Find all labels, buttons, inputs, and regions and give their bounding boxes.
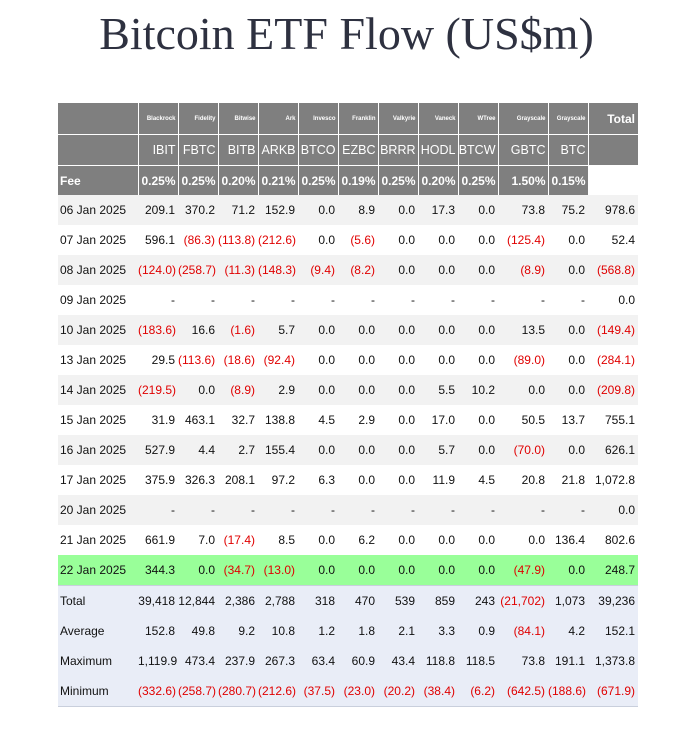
flow-value-cell: (124.0) — [138, 255, 178, 285]
flow-value-cell: (34.7) — [218, 555, 258, 586]
flow-value-cell: 0.0 — [548, 255, 588, 285]
flow-value-cell: (47.9) — [498, 555, 548, 586]
flow-value-cell: - — [138, 285, 178, 315]
ticker-cell: BTCW — [458, 135, 498, 166]
flow-value-cell: - — [418, 285, 458, 315]
flow-value-cell: 31.9 — [138, 405, 178, 435]
fee-cell: 0.25% — [458, 166, 498, 196]
flow-value-cell: 0.0 — [418, 555, 458, 586]
header-blank-cell — [58, 135, 138, 166]
issuer-name-cell: Bitwise — [218, 103, 258, 135]
summary-value-cell: (280.7) — [218, 676, 258, 707]
flow-value-cell: 0.0 — [298, 195, 338, 225]
flow-value-cell: 13.7 — [548, 405, 588, 435]
flow-value-cell: 0.0 — [458, 555, 498, 586]
summary-label-cell: Total — [58, 586, 138, 617]
summary-total-cell: 152.1 — [588, 616, 638, 646]
row-total-cell: (149.4) — [588, 315, 638, 345]
flow-value-cell: 0.0 — [298, 345, 338, 375]
flow-value-cell: 0.0 — [418, 225, 458, 255]
flow-value-cell: 6.2 — [338, 525, 378, 555]
table-row — [58, 405, 638, 435]
fee-cell: 0.25% — [378, 166, 418, 196]
summary-value-cell: (38.4) — [418, 676, 458, 707]
row-total-cell: 0.0 — [588, 285, 638, 315]
summary-value-cell: 539 — [378, 586, 418, 617]
flow-value-cell: 21.8 — [548, 465, 588, 495]
flow-value-cell: (70.0) — [498, 435, 548, 465]
flow-value-cell: 4.5 — [458, 465, 498, 495]
issuer-name-cell: Grayscale — [548, 103, 588, 135]
flow-value-cell: 0.0 — [378, 555, 418, 586]
table-row — [58, 465, 638, 495]
flow-value-cell: 596.1 — [138, 225, 178, 255]
summary-value-cell: (20.2) — [378, 676, 418, 707]
summary-value-cell: 2,788 — [258, 586, 298, 617]
ticker-cell: BTC — [548, 135, 588, 166]
summary-value-cell: (258.7) — [178, 676, 218, 707]
flow-value-cell: 0.0 — [418, 345, 458, 375]
flow-value-cell: 209.1 — [138, 195, 178, 225]
issuer-name-cell: WTree — [458, 103, 498, 135]
flow-value-cell: - — [178, 285, 218, 315]
date-cell: 09 Jan 2025 — [58, 285, 138, 315]
flow-value-cell: 370.2 — [178, 195, 218, 225]
flow-value-cell: 11.9 — [418, 465, 458, 495]
summary-value-cell: (6.2) — [458, 676, 498, 707]
flow-value-cell: 0.0 — [338, 375, 378, 405]
flow-value-cell: 16.6 — [178, 315, 218, 345]
fee-cell: 0.25% — [138, 166, 178, 196]
fee-cell: 0.25% — [298, 166, 338, 196]
flow-value-cell: 0.0 — [378, 345, 418, 375]
summary-value-cell: 191.1 — [548, 646, 588, 676]
summary-label-cell: Minimum — [58, 676, 138, 707]
issuer-name-cell: Valkyrie — [378, 103, 418, 135]
flow-value-cell: 50.5 — [498, 405, 548, 435]
flow-value-cell: 0.0 — [418, 315, 458, 345]
flow-value-cell: 0.0 — [298, 435, 338, 465]
fee-cell: 0.25% — [178, 166, 218, 196]
flow-value-cell: - — [298, 285, 338, 315]
flow-value-cell: 661.9 — [138, 525, 178, 555]
row-total-cell: (284.1) — [588, 345, 638, 375]
flow-value-cell: 0.0 — [298, 525, 338, 555]
header-blank-cell — [588, 166, 638, 196]
summary-value-cell: 0.9 — [458, 616, 498, 646]
flow-value-cell: - — [298, 495, 338, 525]
ticker-cell: EZBC — [338, 135, 378, 166]
flow-value-cell: - — [498, 285, 548, 315]
flow-value-cell: 0.0 — [378, 375, 418, 405]
flow-value-cell: 32.7 — [218, 405, 258, 435]
flow-value-cell: 4.5 — [298, 405, 338, 435]
fee-cell: 0.15% — [548, 166, 588, 196]
summary-value-cell: (188.6) — [548, 676, 588, 707]
summary-value-cell: 39,418 — [138, 586, 178, 617]
flow-value-cell: - — [458, 285, 498, 315]
flow-value-cell: 75.2 — [548, 195, 588, 225]
summary-value-cell: (37.5) — [298, 676, 338, 707]
table-row — [58, 225, 638, 255]
flow-value-cell: 0.0 — [298, 315, 338, 345]
flow-value-cell: 138.8 — [258, 405, 298, 435]
flow-value-cell: 0.0 — [378, 405, 418, 435]
ticker-cell: BRRR — [378, 135, 418, 166]
date-cell: 15 Jan 2025 — [58, 405, 138, 435]
flow-value-cell: 0.0 — [548, 375, 588, 405]
summary-value-cell: 1.8 — [338, 616, 378, 646]
flow-value-cell: 136.4 — [548, 525, 588, 555]
flow-value-cell: 0.0 — [458, 195, 498, 225]
issuer-header-row — [58, 103, 638, 135]
table-row — [58, 375, 638, 405]
flow-value-cell: 463.1 — [178, 405, 218, 435]
summary-value-cell: 118.5 — [458, 646, 498, 676]
ticker-cell: BITB — [218, 135, 258, 166]
flow-value-cell: 0.0 — [178, 375, 218, 405]
flow-value-cell: 0.0 — [378, 255, 418, 285]
fee-cell: 1.50% — [498, 166, 548, 196]
summary-value-cell: (212.6) — [258, 676, 298, 707]
date-cell: 21 Jan 2025 — [58, 525, 138, 555]
flow-value-cell: 5.7 — [258, 315, 298, 345]
flow-value-cell: 0.0 — [458, 435, 498, 465]
flow-value-cell: 2.9 — [258, 375, 298, 405]
summary-row — [58, 586, 638, 617]
flow-value-cell: 208.1 — [218, 465, 258, 495]
table-row — [58, 435, 638, 465]
flow-value-cell: 0.0 — [298, 555, 338, 586]
row-total-cell: 755.1 — [588, 405, 638, 435]
flow-value-cell: (183.6) — [138, 315, 178, 345]
flow-value-cell: - — [498, 495, 548, 525]
ticker-cell: BTCO — [298, 135, 338, 166]
flow-value-cell: 0.0 — [548, 345, 588, 375]
flow-value-cell: 0.0 — [548, 225, 588, 255]
header-blank-cell — [588, 135, 638, 166]
flow-value-cell: - — [418, 495, 458, 525]
date-cell: 17 Jan 2025 — [58, 465, 138, 495]
flow-value-cell: - — [258, 285, 298, 315]
summary-value-cell: 470 — [338, 586, 378, 617]
fee-header-row — [58, 166, 638, 196]
flow-value-cell: 7.0 — [178, 525, 218, 555]
flow-value-cell: (89.0) — [498, 345, 548, 375]
row-total-cell: (209.8) — [588, 375, 638, 405]
fee-cell: 0.20% — [418, 166, 458, 196]
flow-value-cell: 5.7 — [418, 435, 458, 465]
flow-value-cell: 0.0 — [298, 375, 338, 405]
flow-value-cell: 6.3 — [298, 465, 338, 495]
summary-total-cell: (671.9) — [588, 676, 638, 707]
summary-value-cell: 2.1 — [378, 616, 418, 646]
flow-value-cell: 71.2 — [218, 195, 258, 225]
fee-label-cell: Fee — [58, 166, 138, 196]
flow-value-cell: 0.0 — [298, 225, 338, 255]
flow-value-cell: 0.0 — [338, 435, 378, 465]
etf-flow-table — [58, 103, 638, 707]
flow-value-cell: - — [178, 495, 218, 525]
date-cell: 20 Jan 2025 — [58, 495, 138, 525]
summary-value-cell: (84.1) — [498, 616, 548, 646]
row-total-cell: 1,072.8 — [588, 465, 638, 495]
flow-value-cell: 0.0 — [498, 525, 548, 555]
flow-value-cell: (8.2) — [338, 255, 378, 285]
flow-value-cell: - — [258, 495, 298, 525]
flow-value-cell: 73.8 — [498, 195, 548, 225]
flow-value-cell: 97.2 — [258, 465, 298, 495]
ticker-header-row — [58, 135, 638, 166]
summary-row — [58, 676, 638, 707]
summary-value-cell: 859 — [418, 586, 458, 617]
flow-value-cell: 29.5 — [138, 345, 178, 375]
summary-total-cell: 39,236 — [588, 586, 638, 617]
table-row — [58, 285, 638, 315]
flow-value-cell: 4.4 — [178, 435, 218, 465]
flow-value-cell: 0.0 — [458, 345, 498, 375]
flow-value-cell: (11.3) — [218, 255, 258, 285]
flow-value-cell: (9.4) — [298, 255, 338, 285]
flow-value-cell: 152.9 — [258, 195, 298, 225]
flow-value-cell: (148.3) — [258, 255, 298, 285]
summary-value-cell: 60.9 — [338, 646, 378, 676]
flow-value-cell: (113.6) — [178, 345, 218, 375]
flow-value-cell: 8.5 — [258, 525, 298, 555]
flow-value-cell: 0.0 — [418, 255, 458, 285]
summary-value-cell: 12,844 — [178, 586, 218, 617]
flow-value-cell: 527.9 — [138, 435, 178, 465]
flow-value-cell: 0.0 — [458, 315, 498, 345]
issuer-name-cell: Fidelity — [178, 103, 218, 135]
date-cell: 22 Jan 2025 — [58, 555, 138, 586]
issuer-name-cell: Ark — [258, 103, 298, 135]
summary-label-cell: Average — [58, 616, 138, 646]
summary-value-cell: 43.4 — [378, 646, 418, 676]
date-cell: 13 Jan 2025 — [58, 345, 138, 375]
summary-value-cell: 10.8 — [258, 616, 298, 646]
summary-value-cell: 1,073 — [548, 586, 588, 617]
flow-value-cell: 0.0 — [548, 435, 588, 465]
row-total-cell: 978.6 — [588, 195, 638, 225]
summary-value-cell: 118.8 — [418, 646, 458, 676]
summary-value-cell: 267.3 — [258, 646, 298, 676]
ticker-cell: IBIT — [138, 135, 178, 166]
summary-value-cell: 3.3 — [418, 616, 458, 646]
flow-value-cell: 13.5 — [498, 315, 548, 345]
flow-value-cell: 0.0 — [458, 255, 498, 285]
flow-value-cell: (86.3) — [178, 225, 218, 255]
summary-label-cell: Maximum — [58, 646, 138, 676]
flow-value-cell: 0.0 — [338, 555, 378, 586]
flow-value-cell: 0.0 — [548, 315, 588, 345]
row-total-cell: 802.6 — [588, 525, 638, 555]
flow-value-cell: - — [378, 285, 418, 315]
summary-value-cell: 318 — [298, 586, 338, 617]
summary-value-cell: 9.2 — [218, 616, 258, 646]
flow-value-cell: 2.9 — [338, 405, 378, 435]
flow-value-cell: 0.0 — [548, 555, 588, 586]
flow-value-cell: - — [218, 285, 258, 315]
page-title: Bitcoin ETF Flow (US$m) — [99, 8, 594, 59]
ticker-cell: ARKB — [258, 135, 298, 166]
row-total-cell: (568.8) — [588, 255, 638, 285]
flow-value-cell: (17.4) — [218, 525, 258, 555]
flow-value-cell: 0.0 — [458, 525, 498, 555]
issuer-name-cell: Blackrock — [138, 103, 178, 135]
flow-value-cell: 2.7 — [218, 435, 258, 465]
flow-value-cell: 0.0 — [338, 345, 378, 375]
flow-value-cell: 17.3 — [418, 195, 458, 225]
row-total-cell: 248.7 — [588, 555, 638, 586]
flow-value-cell: - — [338, 495, 378, 525]
flow-value-cell: 375.9 — [138, 465, 178, 495]
ticker-cell: HODL — [418, 135, 458, 166]
table-row — [58, 525, 638, 555]
flow-value-cell: (113.8) — [218, 225, 258, 255]
flow-value-cell: 17.0 — [418, 405, 458, 435]
table-row — [58, 195, 638, 225]
summary-value-cell: (642.5) — [498, 676, 548, 707]
table-row — [58, 555, 638, 586]
summary-value-cell: 152.8 — [138, 616, 178, 646]
date-cell: 16 Jan 2025 — [58, 435, 138, 465]
flow-value-cell: (219.5) — [138, 375, 178, 405]
summary-value-cell: (23.0) — [338, 676, 378, 707]
issuer-name-cell: Grayscale — [498, 103, 548, 135]
summary-value-cell: 473.4 — [178, 646, 218, 676]
flow-value-cell: (125.4) — [498, 225, 548, 255]
table-row — [58, 345, 638, 375]
date-cell: 08 Jan 2025 — [58, 255, 138, 285]
row-total-cell: 52.4 — [588, 225, 638, 255]
flow-value-cell: 0.0 — [338, 465, 378, 495]
summary-value-cell: 2,386 — [218, 586, 258, 617]
flow-value-cell: (1.6) — [218, 315, 258, 345]
flow-value-cell: - — [548, 285, 588, 315]
flow-value-cell: - — [338, 285, 378, 315]
flow-value-cell: 20.8 — [498, 465, 548, 495]
summary-row — [58, 646, 638, 676]
flow-value-cell: 8.9 — [338, 195, 378, 225]
summary-value-cell: 63.4 — [298, 646, 338, 676]
summary-value-cell: (21,702) — [498, 586, 548, 617]
flow-value-cell: 0.0 — [178, 555, 218, 586]
summary-value-cell: 237.9 — [218, 646, 258, 676]
flow-value-cell: 0.0 — [378, 435, 418, 465]
flow-value-cell: (8.9) — [218, 375, 258, 405]
flow-value-cell: - — [138, 495, 178, 525]
flow-value-cell: (92.4) — [258, 345, 298, 375]
table-row — [58, 315, 638, 345]
flow-value-cell: (13.0) — [258, 555, 298, 586]
flow-value-cell: 0.0 — [458, 405, 498, 435]
summary-value-cell: 49.8 — [178, 616, 218, 646]
flow-value-cell: 326.3 — [178, 465, 218, 495]
flow-value-cell: 10.2 — [458, 375, 498, 405]
summary-total-cell: 1,373.8 — [588, 646, 638, 676]
date-cell: 06 Jan 2025 — [58, 195, 138, 225]
flow-value-cell: 5.5 — [418, 375, 458, 405]
date-cell: 14 Jan 2025 — [58, 375, 138, 405]
flow-value-cell: (258.7) — [178, 255, 218, 285]
flow-value-cell: - — [548, 495, 588, 525]
header-blank-cell — [58, 103, 138, 135]
flow-value-cell: 155.4 — [258, 435, 298, 465]
summary-value-cell: 73.8 — [498, 646, 548, 676]
fee-cell: 0.21% — [258, 166, 298, 196]
summary-value-cell: 1,119.9 — [138, 646, 178, 676]
issuer-name-cell: Vaneck — [418, 103, 458, 135]
row-total-cell: 626.1 — [588, 435, 638, 465]
total-header-cell: Total — [588, 103, 638, 135]
flow-value-cell: 0.0 — [378, 195, 418, 225]
flow-value-cell: 0.0 — [498, 375, 548, 405]
flow-value-cell: (18.6) — [218, 345, 258, 375]
flow-value-cell: 0.0 — [338, 315, 378, 345]
flow-value-cell: 0.0 — [378, 315, 418, 345]
ticker-cell: FBTC — [178, 135, 218, 166]
flow-value-cell: - — [218, 495, 258, 525]
flow-value-cell: (8.9) — [498, 255, 548, 285]
table-row — [58, 255, 638, 285]
issuer-name-cell: Invesco — [298, 103, 338, 135]
flow-value-cell: 0.0 — [458, 225, 498, 255]
fee-cell: 0.19% — [338, 166, 378, 196]
summary-value-cell: 1.2 — [298, 616, 338, 646]
summary-value-cell: 243 — [458, 586, 498, 617]
date-cell: 10 Jan 2025 — [58, 315, 138, 345]
flow-value-cell: (212.6) — [258, 225, 298, 255]
date-cell: 07 Jan 2025 — [58, 225, 138, 255]
fee-cell: 0.20% — [218, 166, 258, 196]
row-total-cell: 0.0 — [588, 495, 638, 525]
flow-value-cell: - — [458, 495, 498, 525]
flow-value-cell: 0.0 — [378, 225, 418, 255]
summary-value-cell: 4.2 — [548, 616, 588, 646]
flow-value-cell: 0.0 — [418, 525, 458, 555]
flow-value-cell: 0.0 — [378, 465, 418, 495]
ticker-cell: GBTC — [498, 135, 548, 166]
summary-value-cell: (332.6) — [138, 676, 178, 707]
flow-value-cell: - — [378, 495, 418, 525]
issuer-name-cell: Franklin — [338, 103, 378, 135]
flow-value-cell: 0.0 — [378, 525, 418, 555]
summary-row — [58, 616, 638, 646]
table-row — [58, 495, 638, 525]
flow-value-cell: (5.6) — [338, 225, 378, 255]
flow-value-cell: 344.3 — [138, 555, 178, 586]
